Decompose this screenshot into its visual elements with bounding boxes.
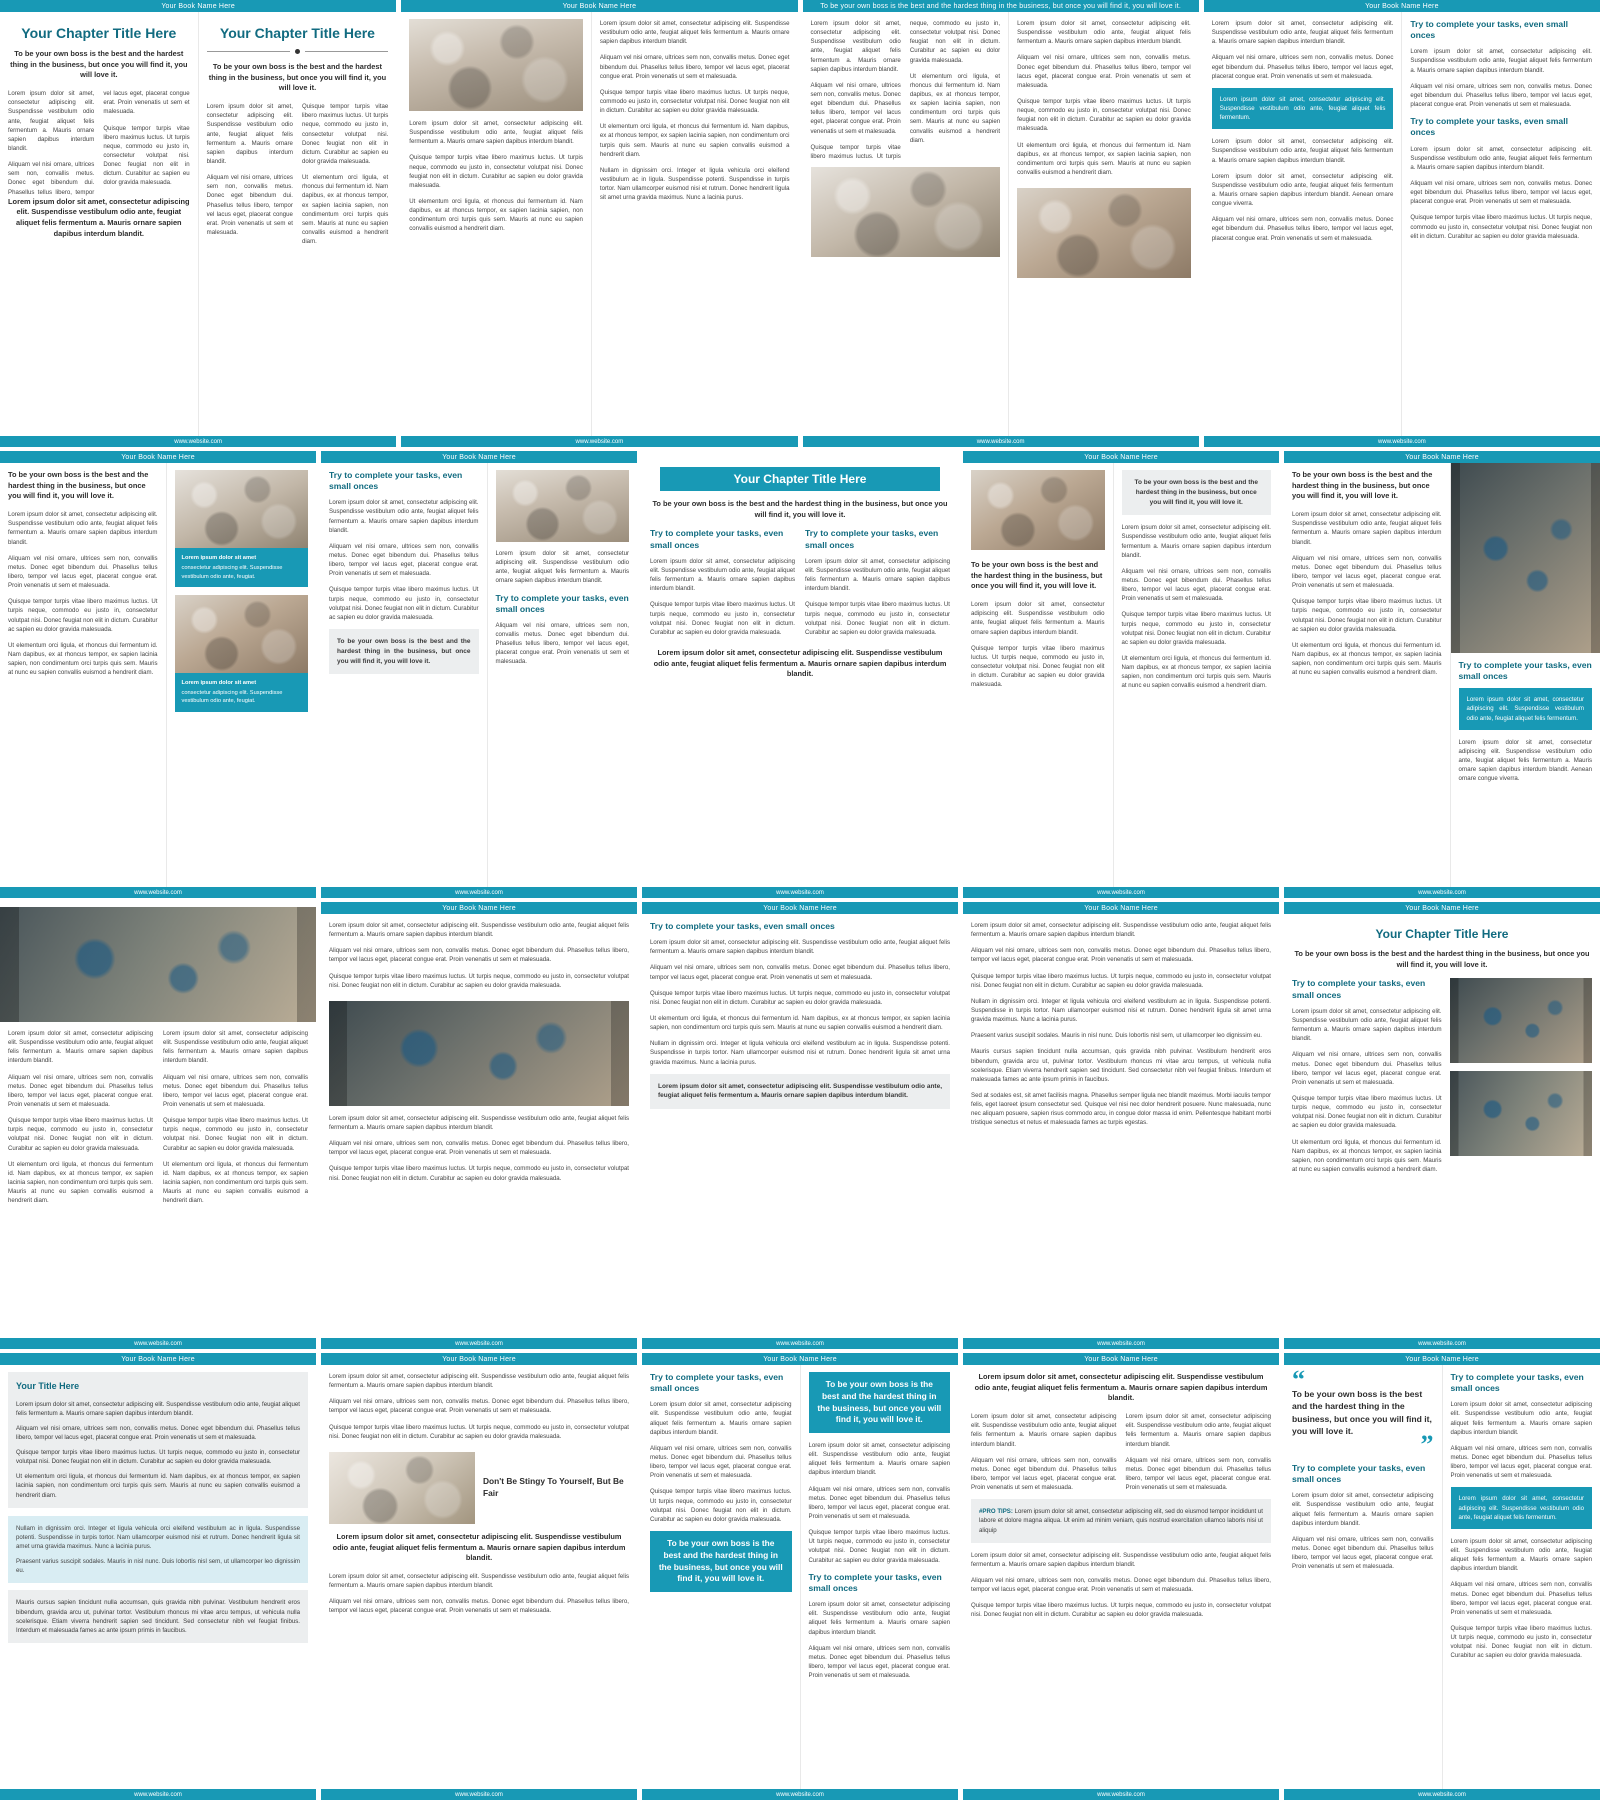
page-header: Your Book Name Here [1284,902,1600,914]
page-right [488,463,638,887]
body-paragraph: Lorem ipsum dolor sit amet, consectetur adipiscing elit. Suspendisse vestibulum odio ante, feugiat aliquet felis fermentum a. Mauris ornare sapien dapibus interdum blandit. [495,550,629,585]
body-paragraph: Aliquam vel nisi ornare, ultrices sem non, convallis metus. Donec eget bibendum dui. Phasellus tellus libero, tempor vel lacus eget, placerat congue erat. Proin venenatis ut sem et malesuada. [329,542,479,578]
lead-paragraph: To be your own boss is the best and the hardest thing in the business, but once you will find it, you will love it. [208,62,387,93]
body-paragraph: Aliquam vel nisi ornare, ultrices sem non, convallis metus. Donec eget bibendum dui. Phasellus tellus libero, tempor vel lacus eget, placerat congue erat. Proin venenatis ut sem et malesuada. [1292,1535,1434,1571]
body-paragraph: Lorem ipsum dolor sit amet, consectetur adipiscing elit. Suspendisse vestibulum odio ante, feugiat aliquet felis fermentum a. Mauris ornare sapien dapibus interdum blandit. [1211,20,1394,46]
body-paragraph: Aliquam vel nisi ornare, ultrices sem non, convallis metus. Donec eget bibendum dui. Phasellus tellus libero, tempor vel lacus eget, placerat congue erat. Proin venenatis ut sem et malesuada. [650,964,950,981]
body-paragraph: Quisque tempor turpis vitae libero maximus luctus. Ut turpis neque, commodo eu justo in, consectetur volutpat nisi. Donec feugiat non elit in dictum. Curabitur ac sapien eu dolor gravida malesuada. [1017,97,1191,133]
photo-desk-laptops [1450,978,1592,1063]
body-paragraph: Lorem ipsum dolor sit amet, consectetur adipiscing elit. Suspendisse vestibulum odio ante, feugiat aliquet felis fermentum a. Mauris ornare sapien dapibus interdum blandit. [8,90,95,153]
caption-title: Lorem ipsum dolor sit amet [181,679,257,686]
pull-quote: Don't Be Stingy To Yourself, But Be Fair [483,1476,624,1498]
body-paragraph: Lorem ipsum dolor sit amet, consectetur adipiscing elit. Suspendisse vestibulum odio ante, feugiat aliquet felis fermentum a. Mauris ornare sapien dapibus interdum blandit. [329,1573,629,1590]
page-left [642,1365,801,1789]
callout-teal-bold: To be your own boss is the best and the hardest thing in the business, but once you will find it, you will love it. [809,1372,951,1433]
page-header: To be your own boss is the best and the hardest thing in the business, but once you will find it, you will love it. [803,0,1199,12]
body-paragraph: Aliquam vel nisi ornare, ultrices sem non, convallis metus. Donec eget bibendum dui. Phasellus tellus libero, tempor vel lacus eget, placerat congue erat. Proin venenatis ut sem et malesuada. [329,1598,629,1615]
spread-3-3 [642,902,963,1349]
page-full [1284,914,1600,1338]
body-paragraph: Lorem ipsum dolor sit amet, consectetur adipiscing elit. Suspendisse vestibulum odio ante, feugiat aliquet felis fermentum a. Mauris ornare sapien dapibus interdum blandit. [650,1401,792,1436]
body-paragraph: Aliquam vel nisi ornare, ultrices sem non, convallis metus. Donec eget bibendum dui. Phasellus tellus libero, tempor vel lacus eget, placerat congue erat. Proin venenatis ut sem et malesuada. [1121,567,1271,603]
body-paragraph: Quisque tempor turpis vitae libero maximus luctus. Ut turpis neque, commodo eu justo in, consectetur volutpat nisi. Donec feugiat non elit in dictum. Curabitur ac sapien eu dolor gravida malesuada. [1450,1625,1592,1660]
page-footer: www.website.com [321,1338,637,1349]
body-paragraph: Lorem ipsum dolor sit amet, consectetur adipiscing elit. Suspendisse vestibulum odio ante, feugiat aliquet felis fermentum a. Mauris ornare sapien dapibus interdum blandit. [810,20,901,73]
callout-bold: Lorem ipsum dolor sit amet, consectetur adipiscing elit. Suspendisse vestibulum odio ante, feugiat aliquet felis fermentum a. Mauris ornare sapien dapibus interdum blandit. [8,196,190,238]
page-full [642,914,958,1338]
page-footer: www.website.com [642,887,958,898]
page-full [0,1365,316,1789]
body-paragraph: Aliquam vel nisi ornare, ultrices sem non, convallis metus. Donec eget bibendum dui. Phasellus tellus libero, tempor vel lacus eget, placerat congue erat. Proin venenatis ut sem et malesuada. [329,1398,629,1415]
section-subtitle: Try to complete your tasks, even small onces [808,1571,942,1593]
body-paragraph: Quisque tempor turpis vitae libero maximus luctus. Ut turpis neque, commodo eu justo in, consectetur volutpat nisi. Donec feugiat non elit in dictum. Curabitur ac sapien eu dolor gravida malesuada. [1410,214,1592,240]
section-subtitle: Try to complete your tasks, even small onces [650,528,784,550]
body-paragraph: Lorem ipsum dolor sit amet, consectetur adipiscing elit. Suspendisse vestibulum odio ante, feugiat aliquet felis fermentum a. Mauris ornare sapien dapibus interdum blandit. [971,922,1271,939]
body-paragraph: Lorem ipsum dolor sit amet, consectetur adipiscing elit. Suspendisse vestibulum odio ante, feugiat aliquet felis fermentum a. Mauris ornare sapien dapibus interdum blandit. [1292,1007,1442,1043]
spread-4-4 [963,1353,1284,1800]
body-paragraph: Lorem ipsum dolor sit amet, consectetur adipiscing elit. Suspendisse vestibulum odio ante, feugiat aliquet felis fermentum a. Mauris ornare sapien dapibus interdum blandit. Aenean ornare congue viverra. [1458,738,1592,783]
body-paragraph: Ut elementum orci ligula, et rhoncus dui fermentum id. Nam dapibus, ex at rhoncus tempor, ex sapien lacinia sapien, non condimentum orci turpis quis sem. Mauris at nunc eu sapien convallis euismod a hendrerit diam. [301,174,389,246]
body-paragraph: Lorem ipsum dolor sit amet, consectetur adipiscing elit. Suspendisse vestibulum odio ante, feugiat aliquet felis fermentum a. Mauris ornare sapien dapibus interdum blandit. [329,922,629,939]
body-paragraph: Sed at sodales est, sit amet facilisis magna. Phasellus semper ligula nec blandit maximus. Morbi iaculis tempor felis, eget laoreet ipsum consectetur sed. Quisque vel nisi nec dolor hendrerit posuere. Nunc malesuada, nunc nec aliquam posuere, sapien risus commodo arcu, in congue dolor massa id enim. Pellentesque habitant morbi tristique senectus et netus et malesuada fames ac turpis egestas. [971,1091,1271,1127]
body-paragraph: Ut elementum orci ligula, et rhoncus dui fermentum id. Nam dapibus, ex at rhoncus tempor, ex sapien lacinia sapien, non condimentum orci turpis quis sem. Mauris at nunc eu sapien convallis euismod a hendrerit diam. [1017,141,1191,176]
section-subtitle: Try to complete your tasks, even small onces [329,470,463,492]
page-left [1284,463,1451,887]
page-footer: www.website.com [321,887,637,898]
section-subtitle: Try to complete your tasks, even small onces [1458,660,1592,682]
body-paragraph: Aliquam vel nisi ornare, ultrices sem non, convallis metus. Donec eget bibendum dui. Phasellus tellus libero, tempor vel lacus eget, placerat congue erat. Proin venenatis ut sem et malesuada. [8,554,158,590]
spread-2-3 [642,451,963,898]
photo-desk-laptops [1451,463,1600,653]
body-paragraph: Aliquam vel nisi ornare, ultrices sem non, convallis metus. Donec eget bibendum dui. Phasellus tellus libero, tempor vel lacus eget, placerat congue erat. Proin venenatis ut sem et malesuada. [1292,554,1442,590]
body-paragraph: Lorem ipsum dolor sit amet, consectetur adipiscing elit. Suspendisse vestibulum odio ante, feugiat aliquet felis fermentum a. Mauris ornare sapien dapibus interdum blandit. [1450,1537,1592,1573]
body-paragraph: Lorem ipsum dolor sit amet, consectetur adipiscing elit. Suspendisse vestibulum odio ante, feugiat aliquet felis fermentum a. Mauris ornare sapien dapibus interdum blandit. [1450,1401,1592,1436]
body-paragraph: Quisque tempor turpis vitae libero maximus luctus. Ut turpis neque, commodo eu justo in, consectetur volutpat nisi. Donec feugiat non elit in dictum. Curabitur ac sapien eu dolor gravida malesuada. [8,598,158,633]
page-right [199,12,397,436]
callout-gray: To be your own boss is the best and the hardest thing in the business, but once you will find it, you will love it. [329,629,479,674]
callout-bold: Lorem ipsum dolor sit amet, consectetur adipiscing elit. Suspendisse vestibulum odio ante, feugiat aliquet felis fermentum a. Mauris ornare sapien dapibus interdum blandit. [332,1531,626,1563]
spread-row-1 [0,0,1600,451]
spread-1-1 [0,0,401,447]
body-paragraph: Quisque tempor turpis vitae libero maximus luctus. Ut turpis neque, commodo eu justo in, consectetur volutpat nisi. Donec feugiat non elit in dictum. Curabitur ac sapien eu dolor gravida malesuada. [1292,598,1442,633]
body-paragraph: Lorem ipsum dolor sit amet, consectetur adipiscing elit. Suspendisse vestibulum odio ante, feugiat aliquet felis fermentum a. Mauris ornare sapien dapibus interdum blandit. [1017,20,1191,46]
body-paragraph: Quisque tempor turpis vitae libero maximus luctus. Ut turpis neque, commodo eu justo in, consectetur volutpat nisi. Donec feugiat non elit in dictum. Curabitur ac sapien eu dolor gravida malesuada. [329,972,629,989]
body-paragraph: Lorem ipsum dolor sit amet, consectetur adipiscing elit. Suspendisse vestibulum odio ante, feugiat aliquet felis fermentum a. Mauris ornare sapien dapibus interdum blandit. [1292,511,1442,546]
page-header: Your Book Name Here [1204,0,1600,12]
body-paragraph: Ut elementum orci ligula, et rhoncus dui fermentum id. Nam dapibus, ex at rhoncus tempor, ex sapien lacinia sapien, non condimentum orci turpis quis sem. Mauris at nunc eu sapien convallis euismod a hendrerit diam. [1292,641,1442,677]
page-footer: www.website.com [642,1789,958,1800]
body-paragraph: Aliquam vel nisi ornare, ultrices sem non, convallis metus. Donec eget bibendum dui. Phasellus tellus libero, tempor vel lacus eget, placerat congue erat. Proin venenatis ut sem et malesuada. [650,1444,792,1480]
body-paragraph: Ut elementum orci ligula, et rhoncus dui fermentum id. Nam dapibus, ex at rhoncus tempor, ex sapien lacinia sapien, non condimentum orci turpis quis sem. Mauris at nunc eu sapien convallis euismod a hendrerit diam. [599,123,790,158]
page-footer: www.website.com [1284,1338,1600,1349]
body-paragraph: Quisque tempor turpis vitae libero maximus luctus. Ut turpis neque, commodo eu justo in, consectetur volutpat nisi. Donec feugiat non elit in dictum. Curabitur ac sapien eu dolor gravida malesuada. [599,88,790,115]
body-paragraph: Quisque tempor turpis vitae libero maximus luctus. Ut turpis neque, commodo eu justo in, consectetur volutpat nisi. Donec feugiat non elit in dictum. Curabitur ac sapien eu dolor gravida malesuada. [163,1117,308,1152]
body-paragraph: Lorem ipsum dolor sit amet, consectetur adipiscing elit. Suspendisse vestibulum odio ante, feugiat aliquet felis fermentum a. Mauris ornare sapien dapibus interdum blandit. [1121,524,1271,559]
body-paragraph: Quisque tempor turpis vitae libero maximus luctus. Ut turpis neque, commodo eu justo in, consectetur volutpat nisi. Donec feugiat non elit in dictum. Curabitur ac sapien eu dolor gravida malesuada. [971,972,1271,989]
page-header: Your Book Name Here [642,1353,958,1365]
spread-4-1 [0,1353,321,1800]
body-paragraph: Aliquam vel nisi ornare, ultrices sem non, convallis metus. Donec eget bibendum dui. Phasellus tellus libero, tempor vel lacus eget, placerat congue erat. Proin venenatis ut sem et malesuada. [329,1140,629,1157]
spread-2-4 [963,451,1284,898]
body-paragraph: Praesent varius suscipit sodales. Mauris in nisl nunc. Duis lobortis nisl sem, ut ullamcorper leo dignissim eu. [16,1558,300,1575]
body-paragraph: Lorem ipsum dolor sit amet, consectetur adipiscing elit. Suspendisse vestibulum odio ante, feugiat aliquet felis fermentum a. Mauris ornare sapien dapibus interdum blandit. [8,511,158,546]
page-header: Your Book Name Here [321,902,637,914]
section-subtitle: Try to complete your tasks, even small onces [1450,1372,1584,1394]
page-footer: www.website.com [1284,1789,1600,1800]
body-paragraph: Aliquam vel nisi ornare, ultrices sem non, convallis metus. Donec eget bibendum dui. Phasellus tellus libero, tempor vel lacus eget, placerat congue erat. Proin venenatis ut sem et malesuada. [1410,82,1592,109]
body-paragraph: Lorem ipsum dolor sit amet, consectetur adipiscing elit. Suspendisse vestibulum odio ante, feugiat aliquet felis fermentum a. Mauris ornare sapien dapibus interdum blandit. [1292,1492,1434,1527]
body-paragraph: Lorem ipsum dolor sit amet, consectetur adipiscing elit. Suspendisse vestibulum odio ante, feugiat aliquet felis fermentum a. Mauris ornare sapien dapibus interdum blandit. [1211,138,1394,164]
body-paragraph: Ut elementum orci ligula, et rhoncus dui fermentum id. Nam dapibus, ex at rhoncus tempor, ex sapien lacinia sapien, non condimentum orci turpis quis sem. Mauris at nunc eu sapien convallis euismod a hendrerit diam. [1292,1138,1442,1173]
photo-women-pair [175,470,309,548]
body-paragraph: Lorem ipsum dolor sit amet, consectetur adipiscing elit. Suspendisse vestibulum odio ante, feugiat aliquet felis fermentum a. Mauris ornare sapien dapibus interdum blandit. [1410,48,1592,74]
spread-1-4 [1204,0,1600,447]
callout-teal-bold: To be your own boss is the best and the hardest thing in the business, but once you will find it, you will love it. [650,1531,792,1592]
spread-3-2 [321,902,642,1349]
body-paragraph: Praesent varius suscipit sodales. Mauris in nisl nunc. Duis lobortis nisl sem, ut ullamcorper leo dignissim eu. [971,1032,1262,1040]
photo-desk-overhead [329,1001,629,1106]
lead-paragraph: To be your own boss is the best and the hardest thing in the business, but once you will find it, you will love it. [1294,949,1590,969]
callout-teal: Lorem ipsum dolor sit amet, consectetur adipiscing elit. Suspendisse vestibulum odio ante, feugiat aliquet felis fermentum. [1451,1487,1593,1528]
photo-desk-overhead [0,907,316,1022]
body-paragraph: Nullam in dignissim orci. Integer et ligula vehicula orci eleifend vestibulum ac in ligula. Suspendisse potenti. Suspendisse in turpis tortor. Nam ullamcorper euismod nisi et rutrum. Donec hendrerit ligula sit amet urna gravida maximus. Nunc a lacinia purus. [971,997,1271,1024]
page-right [1443,1365,1600,1789]
body-paragraph: Quisque tempor turpis vitae libero maximus luctus. Ut turpis neque, commodo eu justo in, consectetur volutpat nisi. Donec feugiat non elit in dictum. Curabitur ac sapien eu dolor gravida malesuada. [301,103,389,166]
body-paragraph: Lorem ipsum dolor sit amet, consectetur adipiscing elit. Suspendisse vestibulum odio ante, feugiat aliquet felis fermentum a. Mauris ornare sapien dapibus interdum blandit. [808,1442,950,1477]
page-full [321,914,637,1338]
page-footer: www.website.com [963,1789,1279,1800]
page-footer: www.website.com [1284,887,1600,898]
photo-team-meeting [175,595,309,673]
page-left [1204,12,1403,436]
page-left [321,463,488,887]
body-paragraph: Lorem ipsum dolor sit amet, consectetur adipiscing elit. Suspendisse vestibulum odio ante, feugiat aliquet felis fermentum a. Mauris ornare sapien dapibus interdum blandit. [1125,1413,1271,1448]
pull-quote: To be your own boss is the best and the hardest thing in the business, but once you will find it, you will love it. [1292,1388,1432,1436]
callout-teal: Lorem ipsum dolor sit amet, consectetur adipiscing elit. Suspendisse vestibulum odio ante, feugiat aliquet felis fermentum. [1212,88,1394,129]
page-header: Your Book Name Here [0,1353,316,1365]
page-footer: www.website.com [0,887,316,898]
body-paragraph: Lorem ipsum dolor sit amet, consectetur adipiscing elit. Suspendisse vestibulum odio ante, feugiat aliquet felis fermentum a. Mauris ornare sapien dapibus interdum blandit. [971,601,1105,636]
spread-4-2 [321,1353,642,1800]
body-paragraph: Lorem ipsum dolor sit amet, consectetur adipiscing elit. Suspendisse vestibulum odio ante, feugiat aliquet felis fermentum a. Mauris ornare sapien dapibus interdum blandit. [971,1413,1117,1448]
body-paragraph: Aliquam vel nisi ornare, ultrices sem non, convallis metus. Donec eget bibendum dui. Phasellus tellus libero, tempor vel lacus eget, placerat congue erat. Proin venenatis ut sem et malesuada. [971,1456,1117,1492]
body-paragraph: Aliquam vel nisi ornare, ultrices sem non, convallis metus. Donec eget bibendum dui. Phasellus tellus libero, tempor vel lacus eget, placerat congue erat. Proin venenatis ut sem et malesuada. [1450,1581,1592,1616]
body-paragraph: Aliquam vel nisi ornare, ultrices sem non, convallis metus. Donec eget bibendum dui. Phasellus tellus libero, tempor vel lacus eget, placerat congue erat. Proin venenatis ut sem et malesuada. [329,947,629,964]
body-paragraph: Aliquam vel nisi ornare, ultrices sem non, convallis metus. Donec eget bibendum dui. Phasellus tellus libero, tempor vel lacus eget, placerat congue erat. Proin venenatis ut sem et malesuada. [1017,54,1191,89]
page-left [803,12,1010,436]
body-paragraph: Lorem ipsum dolor sit amet, consectetur adipiscing elit. Suspendisse vestibulum odio ante, feugiat aliquet felis fermentum a. Mauris ornare sapien dapibus interdum blandit. [16,1400,300,1417]
body-paragraph: Lorem ipsum dolor sit amet, consectetur adipiscing elit. Suspendisse vestibulum odio ante, feugiat aliquet felis fermentum a. Mauris ornare sapien dapibus interdum blandit. [808,1601,950,1636]
spread-2-1 [0,451,321,898]
callout-gray: Mauris cursus sapien tincidunt nulla accumsan, quis gravida nibh pulvinar. Vestibulum hendrerit eros bibendum, gravida arcu ut, pulvinar tortor. Vestibulum rhoncus mi vitae arcu tempus, ut vehicula nulla scelerisque. Etiam viverra hendrerit sapien sed tincidunt. Sed consectetur nibh vel feugiat finibus. Interdum et malesuada fames ac ante ipsum primis in faucibus. [8,1590,308,1643]
page-header: Your Book Name Here [642,902,958,914]
lead-paragraph: To be your own boss is the best and the hardest thing in the business, but once you will find it, you will love it. [8,470,149,501]
body-paragraph: Nullam in dignissim orci. Integer et ligula vehicula orci eleifend vestibulum ac in ligula. Suspendisse potenti. Suspendisse in turpis tortor. Nam ullamcorper euismod nisi et rutrum. Donec hendrerit ligula sit amet urna gravida maximus. Nunc a lacinia purus. [16,1524,300,1551]
section-subtitle: Try to complete your tasks, even small onces [1292,1463,1426,1485]
body-paragraph: Lorem ipsum dolor sit amet, consectetur adipiscing elit. Suspendisse vestibulum odio ante, feugiat aliquet felis fermentum a. Mauris ornare sapien dapibus interdum blandit. [329,1114,629,1131]
spread-row-3 [0,902,1600,1353]
page-footer: www.website.com [1204,436,1600,447]
photo-desk-overhead [1450,1071,1592,1156]
body-paragraph: Ut elementum orci ligula, et rhoncus dui fermentum id. Nam dapibus, ex at rhoncus tempor, ex sapien lacinia sapien, non condimentum orci turpis quis sem. Mauris at nunc eu sapien convallis euismod a hendrerit diam. [650,1015,950,1032]
body-paragraph: Ut elementum orci ligula, et rhoncus dui fermentum id. Nam dapibus, ex at rhoncus tempor, ex sapien lacinia sapien, non condimentum orci turpis quis sem. Mauris at nunc eu sapien convallis euismod a hendrerit diam. [8,1160,153,1205]
section-subtitle: Try to complete your tasks, even small onces [1410,116,1568,138]
caption-title: Lorem ipsum dolor sit amet [181,555,257,561]
photo-hands-laptop [329,1452,475,1524]
body-paragraph: Quisque tempor turpis vitae libero maximus luctus. Ut turpis neque, commodo eu justo in, consectetur volutpat nisi. Donec feugiat non elit in dictum. Curabitur ac sapien eu dolor gravida malesuada. [650,1488,792,1523]
page-header: Your Book Name Here [963,902,1279,914]
page-right [1009,12,1199,436]
photo-caption [175,548,309,587]
body-paragraph: Nullam in dignissim orci. Integer et ligula vehicula orci eleifend vestibulum ac in ligula. Suspendisse potenti. Suspendisse in turpis tortor. Nam ullamcorper euismod nisi et rutrum. Donec hendrerit ligula sit amet urna gravida maximus. Nunc a lacinia purus. [599,166,790,202]
body-paragraph: Quisque tempor turpis vitae libero maximus luctus. Ut turpis neque, commodo eu justo in, consectetur volutpat nisi. Donec feugiat non elit in dictum. Curabitur ac sapien eu dolor gravida malesuada. [650,989,950,1006]
lead-paragraph: To be your own boss is the best and the hardest thing in the business, but once you will find it, you will love it. [652,499,948,519]
body-paragraph: Lorem ipsum dolor sit amet, consectetur adipiscing elit. Suspendisse vestibulum odio ante, feugiat aliquet felis fermentum a. Mauris ornare sapien dapibus interdum blandit. [206,103,293,166]
page-footer: www.website.com [321,1789,637,1800]
photo-caption [175,673,309,712]
dot-icon [295,49,300,54]
body-paragraph: Lorem ipsum dolor sit amet, consectetur adipiscing elit. Suspendisse vestibulum odio ante, feugiat aliquet felis fermentum a. Mauris ornare sapien dapibus interdum blandit. [1410,145,1592,171]
body-paragraph: Lorem ipsum dolor sit amet, consectetur adipiscing elit. Suspendisse vestibulum odio ante, feugiat aliquet felis fermentum a. Mauris ornare sapien dapibus interdum blandit. [8,1030,153,1065]
body-paragraph: Quisque tempor turpis vitae libero maximus luctus. Ut turpis neque, commodo eu justo in, consectetur volutpat nisi. Donec feugiat non elit in dictum. Curabitur ac sapien eu dolor gravida malesuada. [650,601,795,636]
body-paragraph: Lorem ipsum dolor sit amet, consectetur adipiscing elit. Suspendisse vestibulum odio ante, feugiat aliquet felis fermentum a. Mauris ornare sapien dapibus interdum blandit. [329,499,479,534]
body-paragraph: Lorem ipsum dolor sit amet, consectetur adipiscing elit. Suspendisse vestibulum odio ante, feugiat aliquet felis fermentum a. Mauris ornare sapien dapibus interdum blandit. [971,1551,1271,1568]
page-right [592,12,798,436]
pro-tips-text: Lorem ipsum dolor sit amet, consectetur adipiscing elit, sed do eiusmod tempor incididunt ut labore et dolore magna aliqua. Ut enim ad minim veniam, quis nostrud exercitation ullamco laboris nisi ut aliquip [979,1508,1263,1534]
spread-1-2 [401,0,802,447]
page-full [321,1365,637,1789]
page-footer: www.website.com [0,436,396,447]
body-paragraph: Aliquam vel nisi ornare, ultrices sem non, convallis metus. Donec eget bibendum dui. Phasellus tellus libero, tempor vel lacus eget, placerat congue erat. Proin venenatis ut sem et malesuada. [1211,216,1394,242]
section-title: Your Title Here [16,1381,80,1391]
body-paragraph: Quisque tempor turpis vitae libero maximus luctus. Ut turpis neque, commodo eu justo in, consectetur volutpat nisi. Donec feugiat non elit in dictum. Curabitur ac sapien eu dolor gravida malesuada. [808,1529,950,1564]
body-paragraph: Quisque tempor turpis vitae libero maximus luctus. Ut turpis neque, commodo eu justo in, consectetur volutpat nisi. Donec feugiat non elit in dictum. Curabitur ac sapien eu dolor gravida malesuada. [1121,611,1271,646]
body-paragraph: Quisque tempor turpis vitae libero maximus luctus. Ut turpis neque, commodo eu justo in, consectetur volutpat nisi. Donec feugiat non elit in dictum. Curabitur ac sapien eu dolor gravida malesuada. [329,1165,629,1182]
spread-3-1 [0,902,321,1349]
pro-tips-box [971,1499,1271,1542]
page-left [0,463,167,887]
caption-body: consectetur adipiscing elit. Suspendisse vestibulum odio ante, feugiat. [181,565,283,580]
callout-teal: Lorem ipsum dolor sit amet, consectetur adipiscing elit. Suspendisse vestibulum odio ante, feugiat aliquet felis fermentum. [1459,688,1593,729]
body-paragraph: Quisque tempor turpis vitae libero maximus luctus. Ut turpis neque, commodo eu justo in, consectetur volutpat nisi. Donec feugiat non elit in dictum. Curabitur ac sapien eu dolor gravida malesuada. [971,644,1105,689]
page-right [1451,463,1600,887]
page-footer: www.website.com [963,887,1279,898]
page-header: Your Book Name Here [401,0,797,12]
body-paragraph: Aliquam vel nisi ornare, ultrices sem non, convallis metus. Donec eget bibendum dui. Phasellus tellus libero, tempor vel lacus eget, placerat congue erat. Proin venenatis ut sem et malesuada. [808,1485,950,1521]
page-footer: www.website.com [642,1338,958,1349]
callout-gray: Lorem ipsum dolor sit amet, consectetur adipiscing elit. Suspendisse vestibulum odio ante, feugiat aliquet felis fermentum a. Mauris ornare sapien dapibus interdum blandit. [650,1074,950,1110]
spread-1-3 [803,0,1204,447]
page-header: Your Book Name Here [963,451,1279,463]
page-header: Your Book Name Here [0,0,396,12]
body-paragraph: Ut elementum orci ligula, et rhoncus dui fermentum id. Nam dapibus, ex at rhoncus tempor, ex sapien lacinia sapien, non condimentum orci turpis quis sem. Mauris at nunc eu sapien convallis euismod a hendrerit diam. [409,197,583,233]
page-full [963,914,1279,1338]
page-right [1114,463,1280,887]
body-paragraph: Ut elementum orci ligula, et rhoncus dui fermentum id. Nam dapibus, ex at rhoncus tempor, ex sapien lacinia sapien, non condimentum orci turpis quis sem. Mauris at nunc eu sapien convallis euismod a hendrerit diam. [8,641,158,677]
lead-paragraph: To be your own boss is the best and the hardest thing in the business, but once you will find it, you will love it. [10,49,188,80]
page-full [963,1365,1279,1789]
page-full [642,456,958,887]
body-paragraph: Aliquam vel nisi ornare, ultrices sem non, convallis metus. Donec eget bibendum dui. Phasellus tellus libero, tempor vel lacus eget, placerat congue erat. Proin venenatis ut sem et malesuada. [971,947,1271,964]
body-paragraph: Quisque tempor turpis vitae libero maximus luctus. Ut turpis neque, commodo eu justo in, consectetur volutpat nisi. Donec feugiat non elit in dictum. Curabitur ac sapien eu dolor gravida malesuada. [805,601,950,636]
spread-2-2 [321,451,642,898]
body-paragraph: Aliquam vel nisi ornare, ultrices sem non, convallis metus. Donec eget bibendum dui. Phasellus tellus libero, tempor vel lacus eget, placerat congue erat. Proin venenatis ut sem et malesuada. [8,90,190,196]
page-footer: www.website.com [0,1789,316,1800]
callout-bold: Lorem ipsum dolor sit amet, consectetur adipiscing elit. Suspendisse vestibulum odio ante, feugiat aliquet felis fermentum a. Mauris ornare sapien dapibus interdum blandit. [653,647,947,679]
body-paragraph: Nullam in dignissim orci. Integer et ligula vehicula orci eleifend vestibulum ac in ligula. Suspendisse potenti. Suspendisse in turpis tortor. Nam ullamcorper euismod nisi et rutrum. Donec hendrerit ligula sit amet urna gravida maximus. Nunc a lacinia purus. [650,1040,950,1066]
body-paragraph: Quisque tempor turpis vitae libero maximus luctus. Ut turpis neque, commodo eu justo in, consectetur volutpat nisi. Donec feugiat non elit in dictum. Curabitur ac sapien eu dolor gravida malesuada. [329,1423,629,1440]
page-footer: www.website.com [963,1338,1279,1349]
page-header: Your Book Name Here [321,1353,637,1365]
body-paragraph: Lorem ipsum dolor sit amet, consectetur adipiscing elit. Suspendisse vestibulum odio ante, feugiat aliquet felis fermentum a. Mauris ornare sapien dapibus interdum blandit. [163,1030,308,1065]
spread-4-3 [642,1353,963,1800]
body-paragraph: Ut elementum orci ligula, et rhoncus dui fermentum id. Nam dapibus, ex at rhoncus tempor, ex sapien lacinia sapien, non condimentum orci turpis quis sem. Mauris at nunc eu sapien convallis euismod a hendrerit diam. [16,1473,300,1499]
body-paragraph: Ut elementum orci ligula, et rhoncus dui fermentum id. Nam dapibus, ex at rhoncus tempor, ex sapien lacinia sapien, non condimentum orci turpis quis sem. Mauris at nunc eu sapien convallis euismod a hendrerit diam. [909,72,1001,144]
body-paragraph: Quisque tempor turpis vitae libero maximus luctus. Ut turpis neque, commodo eu justo in, consectetur volutpat nisi. Donec feugiat non elit in dictum. Curabitur ac sapien eu dolor gravida malesuada. [409,154,583,189]
page-full [0,907,316,1338]
spread-3-5 [1284,902,1600,1349]
body-paragraph: Aliquam vel nisi ornare, ultrices sem non, convallis metus. Donec eget bibendum dui. Phasellus tellus libero, tempor vel lacus eget, placerat congue erat. Proin venenatis ut sem et malesuada. [599,54,790,80]
chapter-title: Your Chapter Title Here [219,25,375,41]
body-paragraph: Aliquam vel nisi ornare, ultrices sem non, convallis metus. Donec eget bibendum dui. Phasellus tellus libero, tempor vel lacus eget, placerat congue erat. Proin venenatis ut sem et malesuada. [808,1644,950,1680]
body-paragraph: Aliquam vel nisi ornare, ultrices sem non, convallis metus. Donec eget bibendum dui. Phasellus tellus libero, tempor vel lacus eget, placerat congue erat. Proin venenatis ut sem et malesuada. [1211,54,1394,80]
photo-team-meeting [971,470,1105,550]
photo-sofa-meeting [409,19,583,111]
body-paragraph: Lorem ipsum dolor sit amet, consectetur adipiscing elit. Suspendisse vestibulum odio ante, feugiat aliquet felis fermentum a. Mauris ornare sapien dapibus interdum blandit. [650,557,795,593]
lead-paragraph: To be your own boss is the best and the hardest thing in the business, but once you will find it, you will love it. [1292,470,1433,501]
section-subtitle: Try to complete your tasks, even small onces [1410,19,1568,41]
intro-gray-block [8,1372,308,1508]
pro-tips-label: #PRO TIPS: [979,1508,1013,1516]
body-paragraph: Aliquam vel nisi ornare, ultrices sem non, convallis metus. Donec eget bibendum dui. Phasellus tellus libero, tempor vel lacus eget, placerat congue erat. Proin venenatis ut sem et malesuada. [810,81,901,135]
callout-gray: To be your own boss is the best and the hardest thing in the business, but once you will find it, you will love it. [1122,470,1272,515]
page-left [963,463,1114,887]
body-paragraph: Aliquam vel nisi ornare, ultrices sem non, convallis metus. Donec eget bibendum dui. Phasellus tellus libero, tempor vel lacus eget, placerat congue erat. Proin venenatis ut sem et malesuada. [495,621,629,666]
body-paragraph: Quisque tempor turpis vitae libero maximus luctus. Ut turpis neque, commodo eu justo in, consectetur volutpat nisi. Donec feugiat non elit in dictum. Curabitur ac sapien eu dolor gravida malesuada. [810,20,1001,160]
quote-open-icon: “ [1292,1365,1305,1394]
body-paragraph: Quisque tempor turpis vitae libero maximus luctus. Ut turpis neque, commodo eu justo in, consectetur volutpat nisi. Donec feugiat non elit in dictum. Curabitur ac sapien eu dolor gravida malesuada. [103,124,190,187]
body-paragraph: Lorem ipsum dolor sit amet, consectetur adipiscing elit. Suspendisse vestibulum odio ante, feugiat aliquet felis fermentum a. Mauris ornare sapien dapibus interdum blandit. [650,939,950,956]
section-subtitle: Try to complete your tasks, even small onces [1292,978,1426,1000]
body-paragraph: Aliquam vel nisi ornare, ultrices sem non, convallis metus. Donec eget bibendum dui. Phasellus tellus libero, tempor vel lacus eget, placerat congue erat. Proin venenatis ut sem et malesuada. [1410,179,1592,206]
lead-paragraph: To be your own boss is the best and the hardest thing in the business, but once you will find it, you will love it. [971,560,1103,591]
page-header: Your Book Name Here [0,451,316,463]
body-paragraph: Aliquam vel nisi ornare, ultrices sem non, convallis metus. Donec eget bibendum dui. Phasellus tellus libero, tempor vel lacus eget, placerat congue erat. Proin venenatis ut sem et malesuada. [206,174,293,237]
page-left [0,12,199,436]
spread-row-4 [0,1353,1600,1800]
body-paragraph: Aliquam vel nisi ornare, ultrices sem non, convallis metus. Donec eget bibendum dui. Phasellus tellus libero, tempor vel lacus eget, placerat congue erat. Proin venenatis ut sem et malesuada. [1125,1456,1271,1492]
spread-2-5 [1284,451,1600,898]
body-paragraph: Quisque tempor turpis vitae libero maximus luctus. Ut turpis neque, commodo eu justo in, consectetur volutpat nisi. Donec feugiat non elit in dictum. Curabitur ac sapien eu dolor gravida malesuada. [329,586,479,621]
body-paragraph: Aliquam vel nisi ornare, ultrices sem non, convallis metus. Donec eget bibendum dui. Phasellus tellus libero, tempor vel lacus eget, placerat congue erat. Proin venenatis ut sem et malesuada. [1450,1444,1592,1480]
body-paragraph: Aliquam vel nisi ornare, ultrices sem non, convallis metus. Donec eget bibendum dui. Phasellus tellus libero, tempor vel lacus eget, placerat congue erat. Proin venenatis ut sem et malesuada. [1292,1051,1442,1086]
spread-3-4 [963,902,1284,1349]
page-right [167,463,317,887]
page-left [401,12,592,436]
body-paragraph: Mauris cursus sapien tincidunt nulla accumsan, quis gravida nibh pulvinar. Vestibulum hendrerit eros bibendum, gravida arcu ut, pulvinar tortor. Vestibulum rhoncus mi vitae arcu tempus, ut vehicula nulla scelerisque. Etiam viverra hendrerit sapien sed tincidunt. Sed consectetur nibh vel feugiat finibus. Interdum et malesuada fames ac ante ipsum primis in faucibus. [971,1048,1271,1083]
page-footer: www.website.com [0,1338,316,1349]
section-subtitle: Try to complete your tasks, even small onces [805,528,939,550]
body-paragraph: Ut elementum orci ligula, et rhoncus dui fermentum id. Nam dapibus, ex at rhoncus tempor, ex sapien lacinia sapien, non condimentum orci turpis quis sem. Mauris at nunc eu sapien convallis euismod a hendrerit diam. [163,1160,308,1205]
body-paragraph: Lorem ipsum dolor sit amet, consectetur adipiscing elit. Suspendisse vestibulum odio ante, feugiat aliquet felis fermentum a. Mauris ornare sapien dapibus interdum blandit. [409,120,583,146]
photo-sofa-meeting [496,470,630,542]
chapter-title-band: Your Chapter Title Here [660,467,940,491]
body-paragraph: Aliquam vel nisi ornare, ultrices sem non, convallis metus. Donec eget bibendum dui. Phasellus tellus libero, tempor vel lacus eget, placerat congue erat. Proin venenatis ut sem et malesuada. [16,1424,300,1441]
body-paragraph: Quisque tempor turpis vitae libero maximus luctus. Ut turpis neque, commodo eu justo in, consectetur volutpat nisi. Donec feugiat non elit in dictum. Curabitur ac sapien eu dolor gravida malesuada. [16,1449,300,1466]
page-header: Your Book Name Here [1284,451,1600,463]
page-header: Your Book Name Here [321,451,637,463]
lead-paragraph: Lorem ipsum dolor sit amet, consectetur adipiscing elit. Suspendisse vestibulum odio ante, feugiat aliquet felis fermentum a. Mauris ornare sapien dapibus interdum blandit. [974,1372,1268,1403]
body-paragraph: Lorem ipsum dolor sit amet, consectetur adipiscing elit. Suspendisse vestibulum odio ante, feugiat aliquet felis fermentum a. Mauris ornare sapien dapibus interdum blandit. [329,1373,629,1390]
body-paragraph: Quisque tempor turpis vitae libero maximus luctus. Ut turpis neque, commodo eu justo in, consectetur volutpat nisi. Donec feugiat non elit in dictum. Curabitur ac sapien eu dolor gravida malesuada. [971,1602,1271,1619]
section-subtitle: Try to complete your tasks, even small onces [650,1372,784,1394]
body-paragraph: Quisque tempor turpis vitae libero maximus luctus. Ut turpis neque, commodo eu justo in, consectetur volutpat nisi. Donec feugiat non elit in dictum. Curabitur ac sapien eu dolor gravida malesuada. [8,1117,153,1152]
quote-close-icon: ” [1420,1430,1434,1460]
page-left [1284,1365,1443,1789]
body-paragraph: Aliquam vel nisi ornare, ultrices sem non, convallis metus. Donec eget bibendum dui. Phasellus tellus libero, tempor vel lacus eget, placerat congue erat. Proin venenatis ut sem et malesuada. [971,1577,1271,1594]
section-subtitle: Try to complete your tasks, even small onces [650,921,835,931]
body-paragraph: Lorem ipsum dolor sit amet, consectetur adipiscing elit. Suspendisse vestibulum odio ante, feugiat aliquet felis fermentum a. Mauris ornare sapien dapibus interdum blandit. [599,20,790,46]
photo-women-pair [811,167,1001,257]
section-subtitle: Try to complete your tasks, even small onces [495,592,629,614]
body-paragraph: Ut elementum orci ligula, et rhoncus dui fermentum id. Nam dapibus, ex at rhoncus tempor, ex sapien lacinia sapien, non condimentum orci turpis quis sem. Mauris at nunc eu sapien convallis euismod a hendrerit diam. [1121,654,1271,690]
decorative-rule [207,49,389,54]
spread-4-5 [1284,1353,1600,1800]
body-paragraph: Lorem ipsum dolor sit amet, consectetur adipiscing elit. Suspendisse vestibulum odio ante, feugiat aliquet felis fermentum a. Mauris ornare sapien dapibus interdum blandit. [805,557,950,593]
chapter-title: Your Chapter Title Here [1375,927,1509,941]
page-right [801,1365,959,1789]
page-header: Your Book Name Here [963,1353,1279,1365]
spread-row-2 [0,451,1600,902]
page-right [1402,12,1600,436]
chapter-title: Your Chapter Title Here [21,25,177,41]
page-header: Your Book Name Here [1284,1353,1600,1365]
photo-team-meeting [1017,188,1191,278]
body-paragraph: Aliquam vel nisi ornare, ultrices sem non, convallis metus. Donec eget bibendum dui. Phasellus tellus libero, tempor vel lacus eget, placerat congue erat. Proin venenatis ut sem et malesuada. [8,1073,153,1108]
page-footer: www.website.com [803,436,1199,447]
page-footer: www.website.com [401,436,797,447]
body-paragraph: Lorem ipsum dolor sit amet, consectetur adipiscing elit. Suspendisse vestibulum odio ante, feugiat aliquet felis fermentum a. Mauris ornare sapien dapibus interdum blandit. Aenean ornare congue viverra. [1211,172,1394,208]
body-paragraph: Quisque tempor turpis vitae libero maximus luctus. Ut turpis neque, commodo eu justo in, consectetur volutpat nisi. Donec feugiat non elit in dictum. Curabitur ac sapien eu dolor gravida malesuada. [1292,1094,1442,1130]
caption-body: consectetur adipiscing elit. Suspendisse vestibulum odio ante, feugiat. [181,690,283,705]
body-paragraph: Aliquam vel nisi ornare, ultrices sem non, convallis metus. Donec eget bibendum dui. Phasellus tellus libero, tempor vel lacus eget, placerat congue erat. Proin venenatis ut sem et malesuada. [163,1073,308,1108]
